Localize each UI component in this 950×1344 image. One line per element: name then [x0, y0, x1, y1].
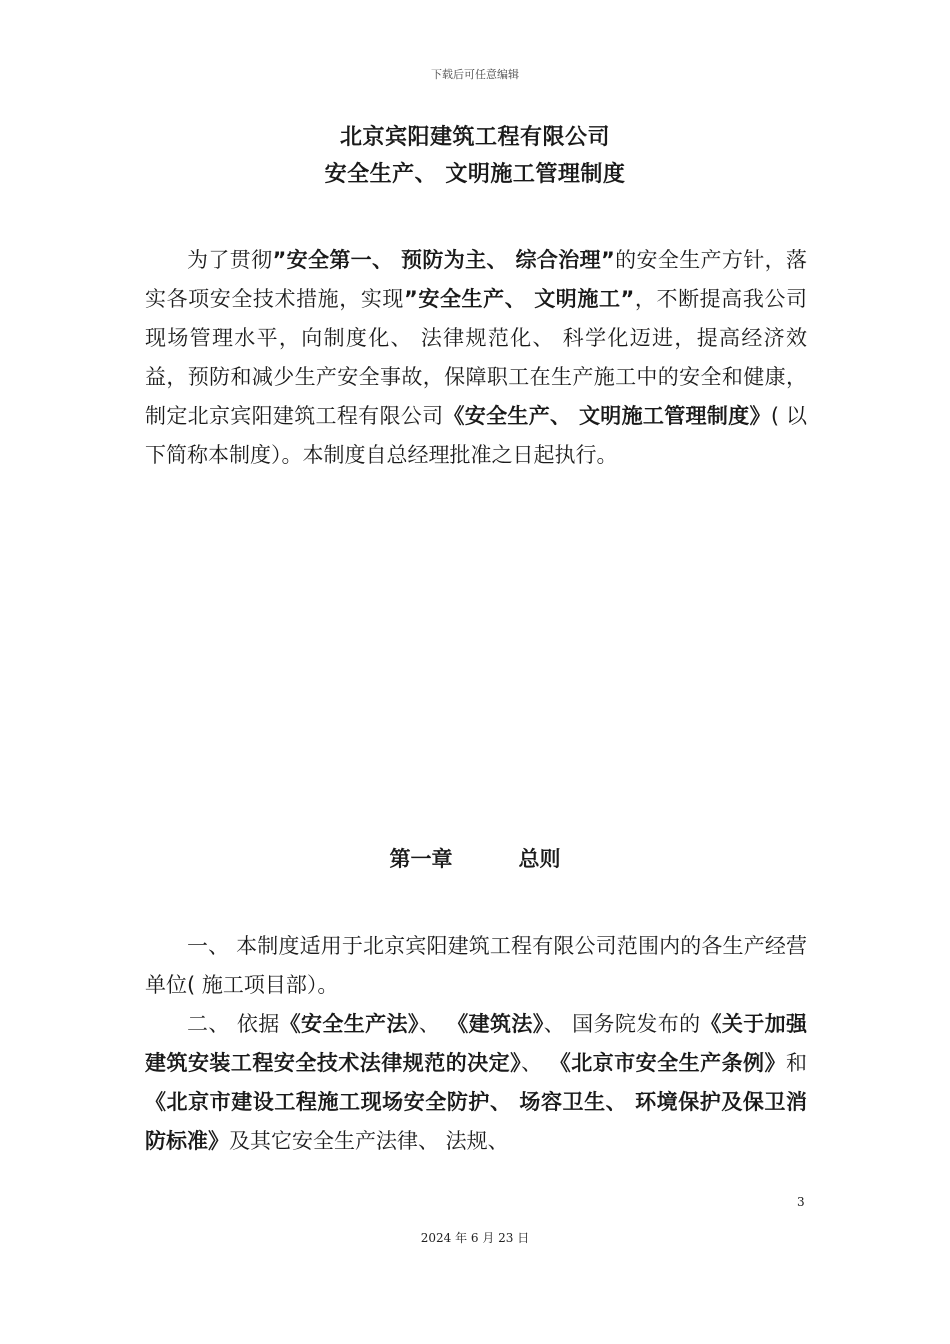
rules-section	[145, 927, 807, 1161]
rule2-text-1: 二、 依据	[187, 1012, 280, 1036]
intro-text-1: 为了贯彻	[187, 248, 273, 272]
intro-section	[145, 241, 807, 475]
document-title-company: 北京宾阳建筑工程有限公司	[339, 125, 610, 150]
chapter-heading	[0, 843, 950, 873]
rule2-text-4: 、	[521, 1051, 550, 1075]
document-title-subject: 安全生产、 文明施工管理制度	[324, 162, 626, 187]
footer-date: 2024 年 6 月 23 日	[420, 1231, 530, 1245]
rule2-text-5: 和	[786, 1051, 808, 1075]
rule2-law-construction: 《建筑法》	[447, 1012, 544, 1036]
header-note: 下载后可任意编辑	[431, 68, 519, 81]
page-number: 3	[797, 1195, 805, 1209]
rule2-text-2: 、	[418, 1012, 448, 1036]
chapter-number: 第一章	[389, 847, 453, 871]
rule2-law-beijing-regulation: 《北京市安全生产条例》	[549, 1051, 787, 1075]
rule2-text-6: 及其它安全生产法律、 法规、	[229, 1129, 509, 1153]
intro-paragraph	[145, 241, 807, 475]
rule-item-1: 一、 本制度适用于北京宾阳建筑工程有限公司范围内的各生产经营单位( 施工项目部）。	[145, 934, 807, 997]
intro-text-2: 的安全生产方针，落实各项安全技术措施，实现	[145, 248, 807, 311]
rule2-law-decision: 《关于加强建筑安装工程安全技术法律规范的决定》	[145, 1012, 808, 1075]
intro-bold-policy: ”安全第一、 预防为主、 综合治理”	[272, 248, 615, 272]
intro-text-4: ( 以下简称本制度）。本制度自总经理批准之日起执行。	[145, 404, 807, 467]
chapter-name: 总则	[518, 847, 561, 871]
rule-item-2	[145, 1005, 807, 1161]
intro-text-3: ，不断提高我公司现场管理水平，向制度化、 法律规范化、 科学化迈进，提高经济效益，预防和减少生产安全事故，保障职工在生产施工中的安全和健康，制定北京宾阳建筑工程有限公司	[145, 287, 808, 428]
intro-bold-goal: ”安全生产、 文明施工”	[404, 287, 635, 311]
rule2-text-3: 、 国务院发布的	[543, 1012, 701, 1036]
rule2-law-beijing-standard: 《北京市建设工程施工现场安全防护、 场容卫生、 环境保护及保卫消防标准》	[145, 1090, 807, 1153]
rule2-law-safety: 《安全生产法》	[279, 1012, 419, 1036]
intro-bold-regulation-name: 《安全生产、 文明施工管理制度》	[443, 404, 771, 428]
